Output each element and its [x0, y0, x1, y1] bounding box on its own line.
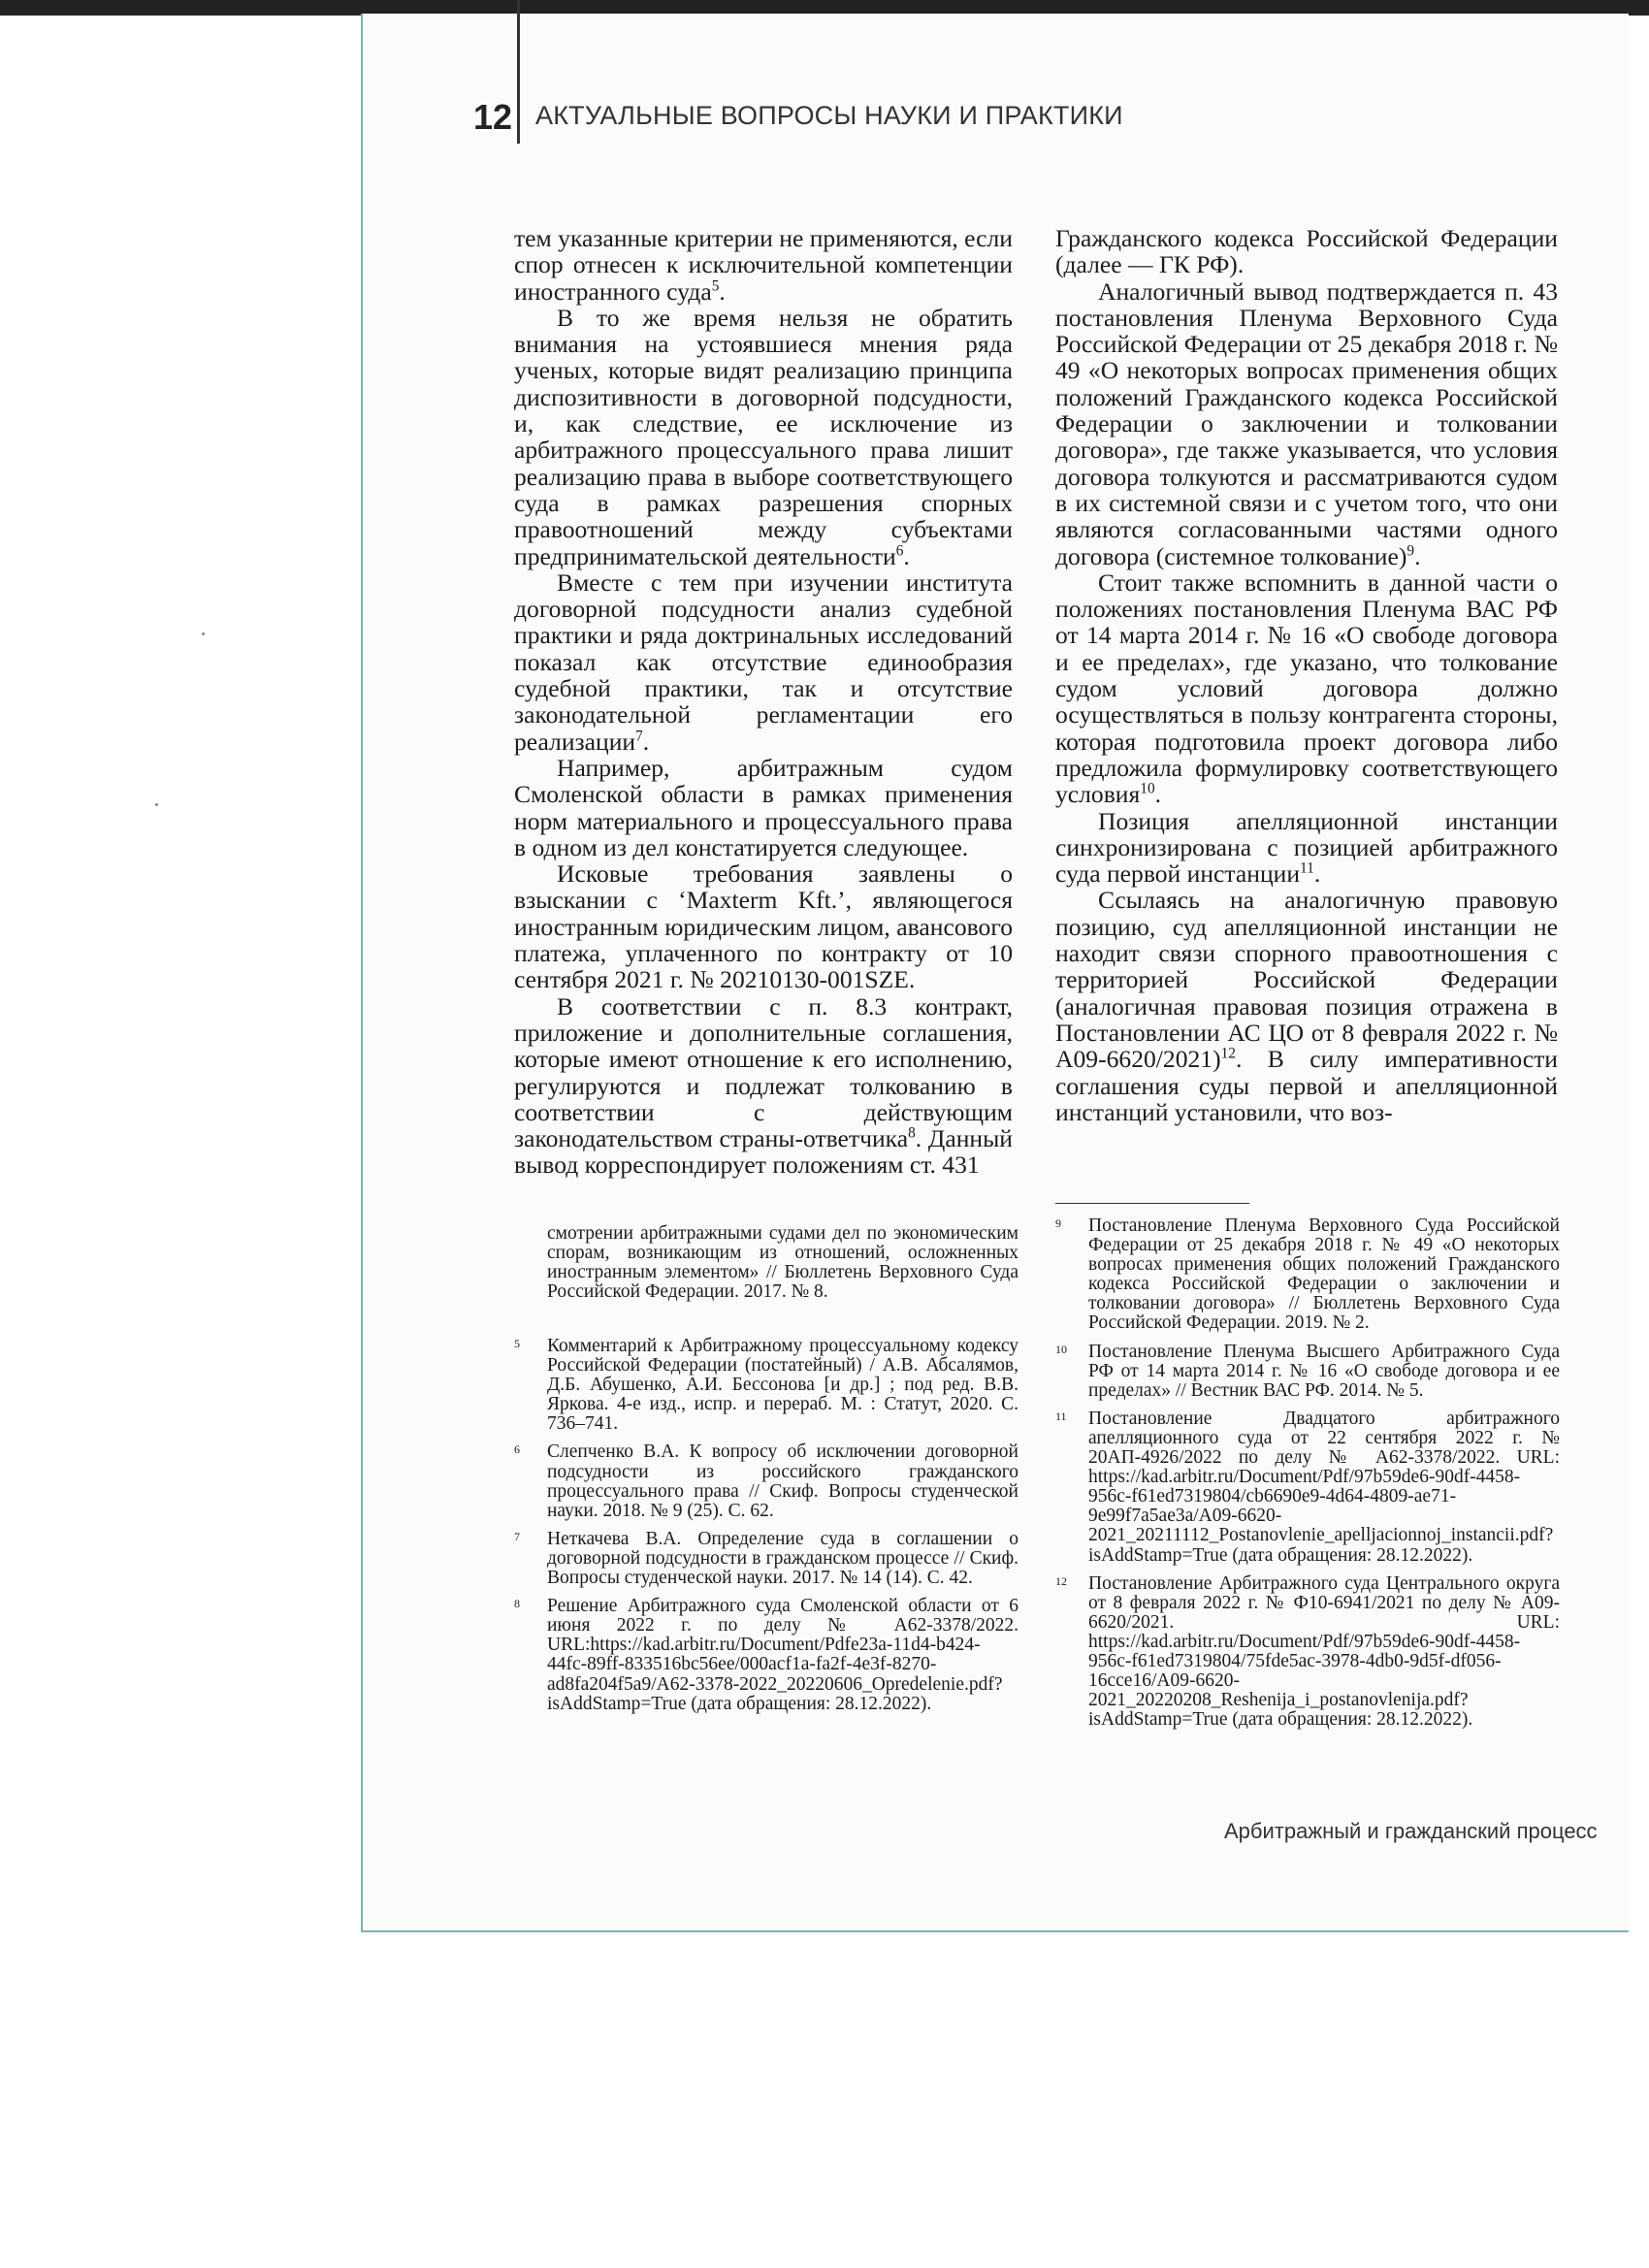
paragraph: Позиция апелляционной инстанции синхронизирована с позицией арбитражного суда первой инстанции$^{11}$. — [1055, 806, 1558, 889]
footnote-number: 9 — [1055, 1216, 1061, 1230]
left-column — [514, 225, 1013, 1179]
footnote-ref[interactable]: 9 — [1406, 542, 1415, 560]
footnote-number: 5 — [514, 1337, 520, 1350]
footnotes-right — [1055, 1216, 1560, 1738]
footnote: 7 Неткачева В.А. Определение суда в соглашении о договорной подсудности в гражданском процессе // Скиф. Вопросы студенческой науки. 2017. № 14 (14). С. 42. — [514, 1528, 1018, 1589]
running-title: АКТУАЛЬНЫЕ ВОПРОСЫ НАУКИ И ПРАКТИКИ — [535, 101, 1123, 130]
paragraph: Вместе с тем при изучении института договорной подсудности анализ судебной практики и ряда доктринальных исследований показал как отсутствие единообразия судебной практики, так и отсутствие законодательной регламентации его реализации$^7$. — [514, 567, 1013, 756]
paragraph: Аналогичный вывод подтверждается п. 43 постановления Пленума Верховного Суда Российской Федерации от 25 декабря 2018 г. № 49 «О некоторых вопросах применения общих положений Гражданского кодекса Российской Федерации о заключении и толковании договора», где также указывается, что условия договора толкуются и рассматриваются судом в их системной связи и с учетом того, что они являются согласованными частями одного договора (системное толкование)$^9$. — [1055, 276, 1558, 570]
footnote-number: 11 — [1055, 1409, 1067, 1423]
footnote-rule — [1055, 1203, 1249, 1204]
footnote-continuation: смотрении арбитражными судами дел по экономическим спорам, возникающим из отношений, осложненных иностранным элементом» // Бюллетень Верховного Суда Российской Федерации. 2017. № 8. — [547, 1223, 1018, 1303]
footnote: 6 Слепченко В.А. К вопросу об исключении договорной подсудности из российского гражданского процессуального права // Скиф. Вопросы студенческой науки. 2018. № 9 (25). С. 62. — [514, 1442, 1018, 1521]
footnote-ref[interactable]: 7 — [635, 728, 643, 745]
footnote-ref[interactable]: 10 — [1140, 780, 1155, 797]
footnote-number: 6 — [514, 1442, 520, 1457]
footnote: 9 Постановление Пленума Верховного Суда Российской Федерации от 25 декабря 2018 г. № 49 «О некоторых вопросах применения общих положений Гражданского кодекса Российской Федерации о заключении и толковании договора» // Бюллетень Верховного Суда Российской Федерации. 2019. № 2. — [1055, 1215, 1560, 1334]
paragraph: В то же время нельзя не обратить внимания на устоявшиеся мнения ряда ученых, которые видят реализацию принципа диспозитивности в договорной подсудности, и, как следствие, ее исключение из арбитражного процессуального права лишит реализацию права в выборе соответствующего суда в рамках разрешения спорных правоотношений между субъектами предпринимательской деятельности$^6$. — [514, 303, 1013, 570]
header-divider — [517, 0, 520, 144]
footnote-ref[interactable]: 8 — [908, 1124, 916, 1142]
footnote-ref[interactable]: 11 — [1300, 859, 1314, 877]
footnote: 12 Постановление Арбитражного суда Центрального округа от 8 февраля 2022 г. № Ф10-6941/2021 по делу № А09-6620/2021. URL: https://kad.arbitr.ru/Document/Pdf/97b59de6-90df-4458-956c-f61ed7319804/75fde5ac-3978-4db0-9d5f-df056-16cce16/A09-6620-2021_20220208_Reshenija_i_postanovlenija.pdf?isAddStamp=True (дата обращения: 28.12.2022). — [1055, 1572, 1560, 1731]
footnote-ref[interactable]: 6 — [895, 542, 904, 560]
footnote-number: 7 — [514, 1529, 520, 1543]
footnote-number: 10 — [1055, 1342, 1067, 1356]
paragraph: Ссылаясь на аналогичную правовую позицию, суд апелляционной инстанции не находит связи спорного правоотношения с территорией Российской Федерации (аналогичная правовая позиция отражена в Постановлении АС ЦО от 8 февраля 2022 г. № А09-6620/2021)$^{12}$. В силу императивности соглашения суды первой и апелляционной инстанций установили, что воз- — [1055, 886, 1558, 1126]
paragraph: тем указанные критерии не применяются, если спор отнесен к исключительной компетенции иностранного суда$^5$. — [514, 224, 1013, 306]
footnote: 5 Комментарий к Арбитражному процессуальному кодексу Российской Федерации (постатейный) / А.В. Абсалямов, Д.Б. Абушенко, А.И. Бессонова [и др.] ; под ред. В.В. Яркова. 4-е изд., испр. и перераб. М. : Статут, 2020. С. 736–741. — [514, 1336, 1018, 1435]
footnote-ref[interactable]: 12 — [1220, 1045, 1236, 1062]
footnote-ref[interactable]: 5 — [711, 277, 720, 295]
right-column — [1055, 225, 1558, 1125]
paragraph: Гражданского кодекса Российской Федерации (далее — ГК РФ). — [1055, 224, 1558, 279]
page-number: 12 — [473, 97, 513, 137]
footnote: 10 Постановление Пленума Высшего Арбитражного Суда РФ от 14 марта 2014 г. № 16 «О свободе договора и ее пределах» // Вестник ВАС РФ. 2014. № 5. — [1055, 1341, 1560, 1401]
paragraph: Например, арбитражным судом Смоленской области в рамках применения норм материального и процессуального права в одном из дел констатируется следующее. — [514, 753, 1013, 861]
footnote-number: 8 — [514, 1597, 520, 1611]
paragraph: Стоит также вспомнить в данной части о положениях постановления Пленума ВАС РФ от 14 марта 2014 г. № 16 «О свободе договора и ее пределах», где указано, что толкование судом условий договора должно осуществляться в пользу контрагента стороны, которая подготовила проект договора либо предложила формулировку соответствующего условия$^{10}$. — [1055, 567, 1558, 809]
footnotes-left — [514, 1337, 1018, 1723]
footnote: 8 Решение Арбитражного суда Смоленской области от 6 июня 2022 г. по делу № А62-3378/2022. URL:https://kad.arbitr.ru/Document/Pdfe23a-11d4-b424-44fc-89ff-833516bc56ee/000acf1a-fa2f-4e3f-8270-ad8fa204f5a9/A62-3378-2022_20220606_Opredelenie.pdf?isAddStamp=True (дата обращения: 28.12.2022). — [514, 1596, 1018, 1714]
scan-speck — [202, 632, 205, 635]
scan-speck — [155, 803, 158, 806]
paragraph: Исковые требования заявлены о взыскании с ‘Maxterm Kft.’, являющегося иностранным юридическим лицом, авансового платежа, уплаченного по контракту от 10 сентября 2021 г. № 20210130-001SZE. — [514, 859, 1013, 994]
section-footer: Арбитражный и гражданский процесс — [1224, 1819, 1598, 1843]
footnote-number: 12 — [1055, 1573, 1067, 1588]
footnote: 11 Постановление Двадцатого арбитражного апелляционного суда от 22 сентября 2022 г. № 20АП-4926/2022 по делу № А62-3378/2022. URL: https://kad.arbitr.ru/Document/Pdf/97b59de6-90df-4458-956c-f61ed7319804/cb6690e9-4d64-4809-ae71-9e99f7a5ae3a/A09-6620-2021_20211112_Postanovlenie_apelljacionnoj_instancii.pdf?isAddStamp=True (дата обращения: 28.12.2022). — [1055, 1408, 1560, 1566]
paragraph: В соответствии с п. 8.3 контракт, приложение и дополнительные соглашения, которые имеют отношение к его исполнению, регулируются и подлежат толкованию в соответствии с действующим законодательством страны-ответчика$^8$. Данный вывод корреспондирует положениям ст. 431 — [514, 991, 1013, 1180]
